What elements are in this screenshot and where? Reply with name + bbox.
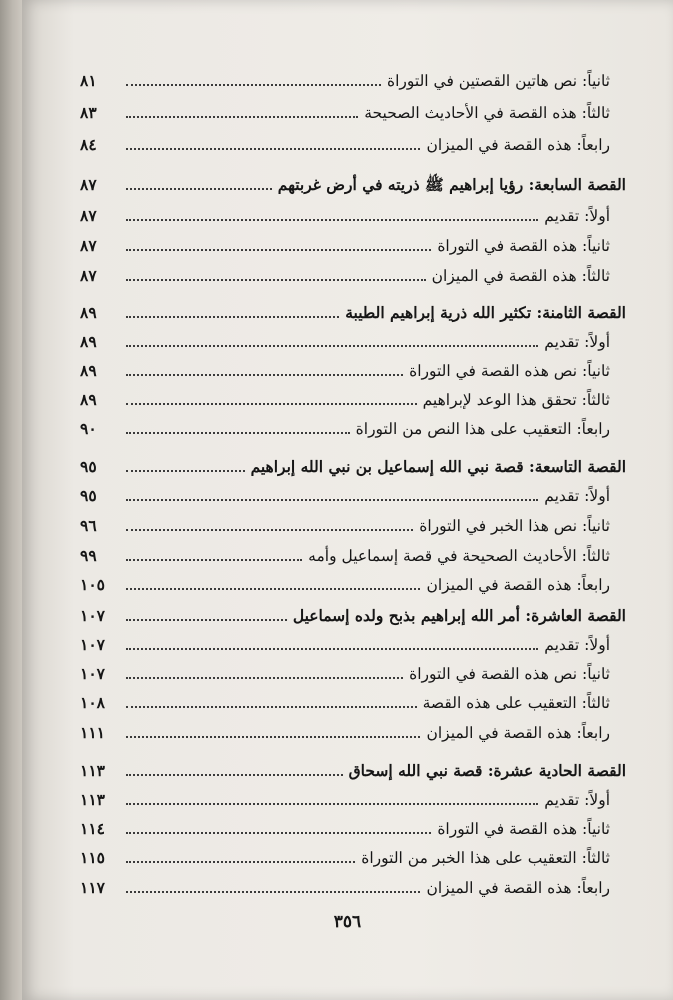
toc-subsection-entry — [80, 231, 626, 257]
toc-dot-leader — [126, 345, 538, 347]
toc-subsection-entry — [80, 385, 626, 411]
toc-subsection-entry — [80, 66, 626, 92]
toc-entry-title: ثالثاً: هذه القصة في الميزان — [431, 267, 610, 285]
toc-entry-title: ثالثاً: تحقق هذا الوعد لإبراهيم — [422, 391, 610, 409]
toc-entry-page: ٨٣ — [80, 103, 97, 122]
toc-subsection-entry — [80, 541, 626, 567]
toc-entry-page: ١٠٨ — [80, 693, 105, 712]
toc-entry-title: رابعاً: التعقيب على هذا النص من التوراة — [355, 420, 610, 438]
toc-dot-leader — [126, 559, 302, 561]
toc-entry-page: ١١١ — [80, 723, 105, 742]
toc-chapter-entry — [80, 298, 626, 324]
toc-entry-page: ٩٥ — [80, 457, 97, 476]
toc-dot-leader — [126, 84, 381, 86]
toc-entry-title: ثانياً: نص هاتين القصتين في التوراة — [386, 72, 610, 90]
toc-entry-page: ٩٠ — [80, 419, 97, 438]
toc-entry-title: رابعاً: هذه القصة في الميزان — [426, 576, 610, 594]
toc-subsection-entry — [80, 98, 626, 124]
toc-entry-page: ٩٦ — [80, 516, 97, 535]
toc-entry-page: ١١٤ — [80, 819, 105, 838]
toc-entry-page: ٨٩ — [80, 332, 97, 351]
toc-entry-page: ١١٣ — [80, 761, 105, 780]
toc-subsection-entry — [80, 814, 626, 840]
toc-subsection-entry — [80, 630, 626, 656]
toc-entry-page: ٨١ — [80, 71, 97, 90]
toc-chapter-entry — [80, 601, 626, 627]
toc-subsection-entry — [80, 873, 626, 899]
toc-subsection-entry — [80, 201, 626, 227]
toc-entry-title: رابعاً: هذه القصة في الميزان — [426, 136, 610, 154]
toc-entry-page: ١٠٧ — [80, 635, 105, 654]
toc-entry-page: ١١٧ — [80, 878, 105, 897]
toc-entry-title: ثانياً: هذه القصة في التوراة — [437, 237, 610, 255]
toc-entry-title: القصة الثامنة: تكثير الله ذرية إبراهيم الطيبة — [345, 303, 626, 322]
toc-subsection-entry — [80, 356, 626, 382]
toc-entry-title: أولاً: تقديم — [544, 487, 610, 505]
toc-subsection-entry — [80, 511, 626, 537]
toc-entry-page: ١٠٥ — [80, 575, 105, 594]
toc-subsection-entry — [80, 843, 626, 869]
toc-subsection-entry — [80, 688, 626, 714]
toc-entry-page: ٨٤ — [80, 135, 97, 154]
toc-entry-title: القصة الحادية عشرة: قصة نبي الله إسحاق — [348, 761, 626, 780]
toc-entry-title: القصة العاشرة: أمر الله إبراهيم بذبح ولده إسماعيل — [292, 606, 626, 625]
toc-dot-leader — [126, 316, 339, 318]
toc-entry-page: ١١٥ — [80, 848, 105, 867]
toc-chapter-entry — [80, 452, 626, 478]
toc-entry-page: ٨٩ — [80, 303, 97, 322]
toc-entry-title: رابعاً: هذه القصة في الميزان — [426, 724, 610, 742]
toc-entry-page: ١٠٧ — [80, 606, 105, 625]
toc-entry-page: ١١٣ — [80, 790, 105, 809]
toc-entry-page: ٩٩ — [80, 546, 97, 565]
toc-entry-page: ٨٧ — [80, 206, 97, 225]
toc-entry-title: أولاً: تقديم — [544, 333, 610, 351]
toc-dot-leader — [126, 619, 287, 621]
page-number: ٣٥٦ — [333, 912, 362, 932]
toc-dot-leader — [126, 403, 417, 405]
book-page — [22, 0, 673, 1000]
toc-subsection-entry — [80, 785, 626, 811]
toc-subsection-entry — [80, 261, 626, 287]
toc-dot-leader — [126, 774, 343, 776]
toc-entry-title: ثانياً: نص هذه القصة في التوراة — [409, 362, 610, 380]
toc-dot-leader — [126, 529, 413, 531]
toc-dot-leader — [126, 706, 417, 708]
toc-subsection-entry — [80, 327, 626, 353]
toc-entry-title: ثالثاً: الأحاديث الصحيحة في قصة إسماعيل وأمه — [308, 547, 610, 565]
toc-entry-title: القصة السابعة: رؤيا إبراهيم ﷺ ذريته في أرض غربتهم — [277, 175, 626, 194]
toc-subsection-entry — [80, 130, 626, 156]
toc-dot-leader — [126, 279, 426, 281]
toc-entry-title: أولاً: تقديم — [544, 207, 610, 225]
toc-dot-leader — [126, 861, 355, 863]
toc-entry-page: ٨٩ — [80, 361, 97, 380]
toc-subsection-entry — [80, 659, 626, 685]
toc-dot-leader — [126, 803, 538, 805]
toc-entry-title: ثانياً: نص هذا الخبر في التوراة — [419, 517, 610, 535]
toc-entry-page: ٨٩ — [80, 390, 97, 409]
toc-entry-title: ثانياً: هذه القصة في التوراة — [437, 820, 610, 838]
toc-dot-leader — [126, 470, 245, 472]
toc-subsection-entry — [80, 570, 626, 596]
toc-subsection-entry — [80, 414, 626, 440]
toc-entry-page: ١٠٧ — [80, 664, 105, 683]
toc-dot-leader — [126, 832, 431, 834]
toc-entry-title: القصة التاسعة: قصة نبي الله إسماعيل بن نبي الله إبراهيم — [250, 457, 626, 476]
toc-dot-leader — [126, 432, 350, 434]
toc-entry-title: ثالثاً: التعقيب على هذا الخبر من التوراة — [361, 849, 610, 867]
toc-dot-leader — [126, 188, 272, 190]
toc-entry-title: أولاً: تقديم — [544, 636, 610, 654]
toc-dot-leader — [126, 374, 403, 376]
toc-dot-leader — [126, 249, 431, 251]
toc-dot-leader — [126, 116, 358, 118]
toc-chapter-entry — [80, 170, 626, 196]
toc-dot-leader — [126, 736, 420, 738]
toc-dot-leader — [126, 588, 420, 590]
toc-entry-page: ٨٧ — [80, 175, 97, 194]
toc-dot-leader — [126, 891, 420, 893]
toc-dot-leader — [126, 648, 538, 650]
toc-entry-page: ٩٥ — [80, 486, 97, 505]
toc-dot-leader — [126, 677, 403, 679]
toc-entry-title: ثانياً: نص هذه القصة في التوراة — [409, 665, 610, 683]
toc-chapter-entry — [80, 756, 626, 782]
toc-entry-title: ثالثاً: التعقيب على هذه القصة — [422, 694, 610, 712]
toc-entry-page: ٨٧ — [80, 266, 97, 285]
toc-entry-page: ٨٧ — [80, 236, 97, 255]
toc-subsection-entry — [80, 718, 626, 744]
toc-entry-title: رابعاً: هذه القصة في الميزان — [426, 879, 610, 897]
toc-dot-leader — [126, 148, 420, 150]
toc-entry-title: ثالثاً: هذه القصة في الأحاديث الصحيحة — [364, 104, 610, 122]
toc-dot-leader — [126, 499, 538, 501]
toc-subsection-entry — [80, 481, 626, 507]
toc-entry-title: أولاً: تقديم — [544, 791, 610, 809]
toc-dot-leader — [126, 219, 538, 221]
